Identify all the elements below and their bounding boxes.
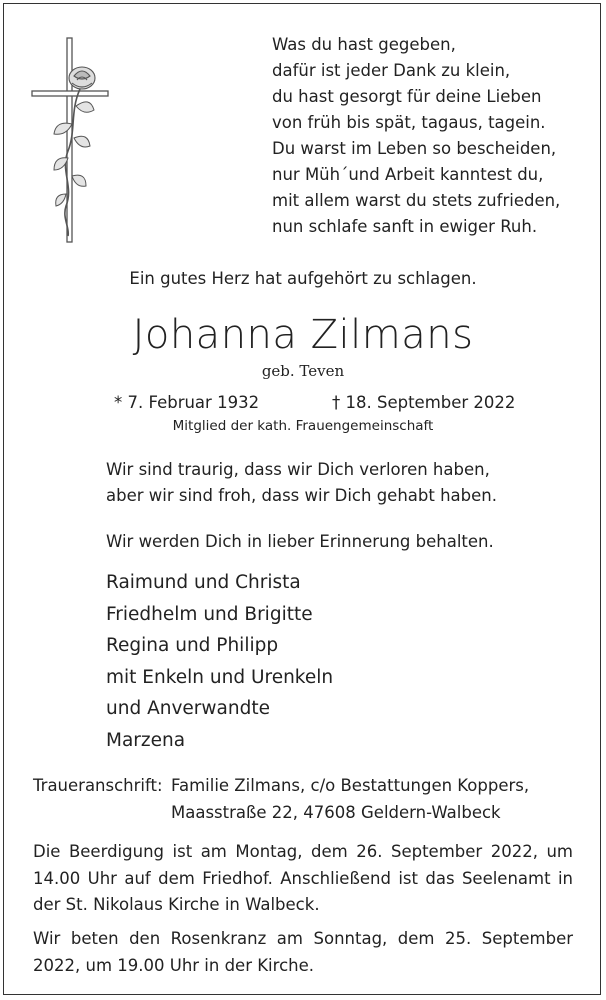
cross-with-rose-icon [30, 36, 110, 246]
membership-text: Mitglied der kath. Frauengemeinschaft [172, 418, 434, 434]
funeral-line: der St. Nikolaus Kirche in Walbeck. [33, 895, 320, 914]
family-member: und Anverwandte [106, 698, 270, 719]
poem-line: nur Müh´und Arbeit kanntest du, [272, 165, 544, 184]
family-member: Marzena [106, 729, 186, 751]
message-line: Wir sind traurig, dass wir Dich verloren haben, [106, 460, 490, 479]
poem-line: mit allem warst du stets zufrieden, [272, 191, 561, 210]
poem-line: von früh bis spät, tagaus, tagein. [272, 113, 546, 132]
funeral-line: 14.00 Uhr auf dem Friedhof. Anschließend ist das Seelenamt in [33, 868, 573, 888]
message-line: aber wir sind froh, dass wir Dich gehabt haben. [106, 486, 497, 505]
poem-line: Was du hast gegeben, [272, 35, 456, 54]
funeral-line: Die Beerdigung ist am Montag, dem 26. September 2022, um [33, 842, 573, 861]
death-date: † 18. September 2022 [332, 393, 516, 412]
deceased-name: Johanna Zilmans [132, 312, 474, 358]
address-line: Maasstraße 22, 47608 Geldern-Walbeck [171, 803, 501, 822]
remembrance-text: Wir werden Dich in lieber Erinnerung behalten. [106, 532, 494, 551]
family-list [106, 567, 333, 756]
obituary-card [3, 3, 601, 995]
funeral-info [33, 839, 573, 919]
family-member: Regina und Philipp [106, 635, 279, 656]
family-member: Friedhelm und Brigitte [106, 603, 313, 625]
birth-date: * 7. Februar 1932 [114, 393, 260, 412]
poem-line: du hast gesorgt für deine Lieben [272, 87, 542, 106]
family-member: Raimund und Christa [106, 572, 301, 593]
intro-text: Ein gutes Herz hat aufgehört zu schlagen. [129, 269, 477, 288]
family-member: mit Enkeln und Urenkeln [106, 666, 334, 688]
poem-line: dafür ist jeder Dank zu klein, [272, 61, 511, 80]
poem-line: Du warst im Leben so bescheiden, [272, 139, 557, 158]
address-line: Familie Zilmans, c/o Bestattungen Koppers, [171, 776, 530, 795]
rosary-line: 2022, um 19.00 Uhr in der Kirche. [33, 955, 314, 975]
rosary-info [33, 926, 573, 979]
poem-line: nun schlafe sanft in ewiger Ruh. [272, 217, 538, 236]
message [106, 457, 497, 509]
poem [272, 32, 560, 240]
address-label: Traueranschrift: [33, 776, 163, 795]
maiden-name: geb. Teven [261, 362, 345, 380]
rosary-line: Wir beten den Rosenkranz am Sonntag, dem 25. September [33, 929, 573, 948]
